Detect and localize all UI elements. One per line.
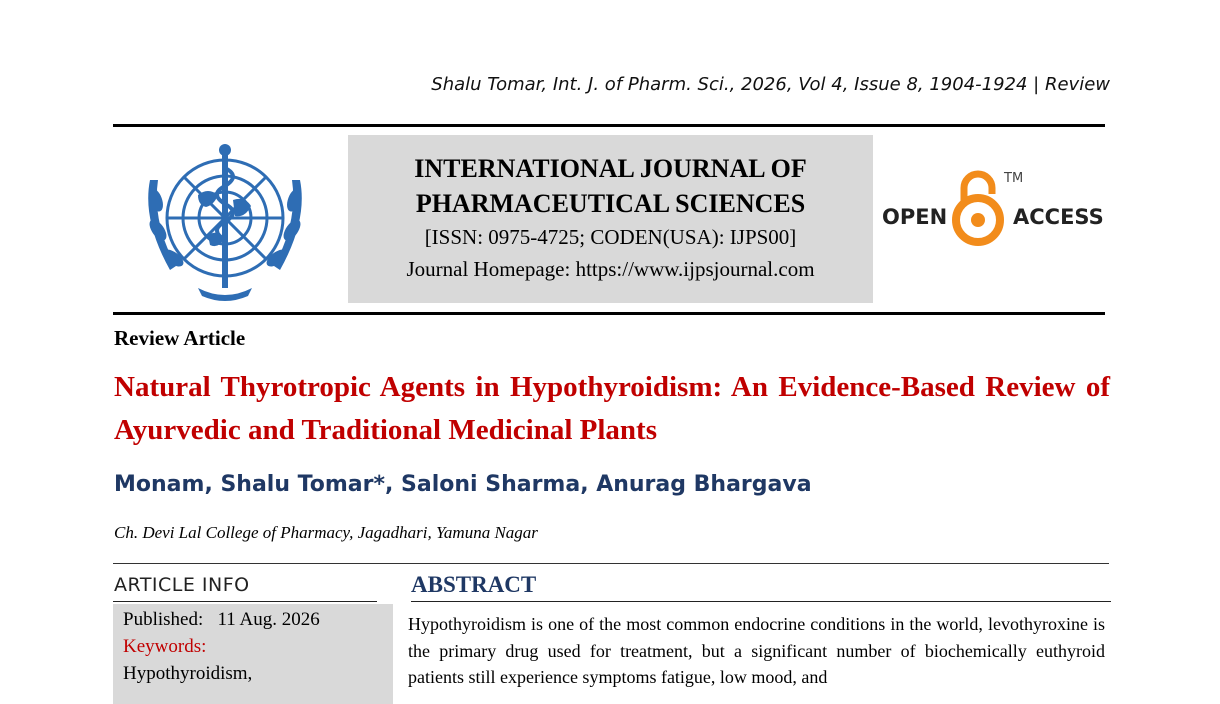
open-access-icon [880, 166, 1110, 256]
journal-name-line2: PHARMACEUTICAL SCIENCES [415, 189, 806, 218]
journal-issn: [ISSN: 0975-4725; CODEN(USA): IJPS00] [424, 225, 797, 249]
header-bottom-rule [113, 312, 1105, 315]
journal-homepage: Journal Homepage: https://www.ijpsjournal.com [406, 257, 815, 281]
article-authors: Monam, Shalu Tomar*, Saloni Sharma, Anurag Bhargava [114, 472, 812, 497]
header-top-rule [113, 124, 1105, 127]
abstract-rule [411, 601, 1111, 602]
article-title: Natural Thyrotropic Agents in Hypothyroidism: An Evidence-Based Review of Ayurvedic and Traditional Medicinal Plants [114, 371, 1110, 446]
article-info-box [113, 604, 393, 704]
published-label: Published: [123, 609, 204, 630]
keywords-label: Keywords: [123, 636, 207, 657]
journal-name-line1: INTERNATIONAL JOURNAL OF [414, 154, 807, 183]
open-access-tm: TM [1004, 171, 1024, 186]
journal-emblem-icon [128, 140, 323, 305]
article-type: Review Article [114, 326, 246, 350]
abstract-heading: ABSTRACT [411, 572, 537, 597]
section-divider [113, 563, 1109, 564]
open-access-right-word: ACCESS [1013, 205, 1104, 229]
published-date: 11 Aug. 2026 [217, 609, 320, 630]
published-row [123, 606, 383, 633]
article-affiliation: Ch. Devi Lal College of Pharmacy, Jagadhari, Yamuna Nagar [114, 523, 538, 542]
citation-line: Shalu Tomar, Int. J. of Pharm. Sci., 2026, Vol 4, Issue 8, 1904-1924 | Review [431, 74, 1110, 95]
article-info-rule [113, 601, 377, 602]
keyword-item: Hypothyroidism, [123, 663, 253, 684]
article-info-heading: ARTICLE INFO [114, 574, 250, 596]
abstract-text: Hypothyroidism is one of the most common endocrine conditions in the world, levothyroxine is the primary drug used for treatment, but a significant number of biochemically euthyroid patients still experience symptoms fatigue, low mood, and [408, 614, 1105, 687]
open-access-left-word: OPEN [882, 205, 948, 229]
journal-info-box [348, 135, 873, 303]
